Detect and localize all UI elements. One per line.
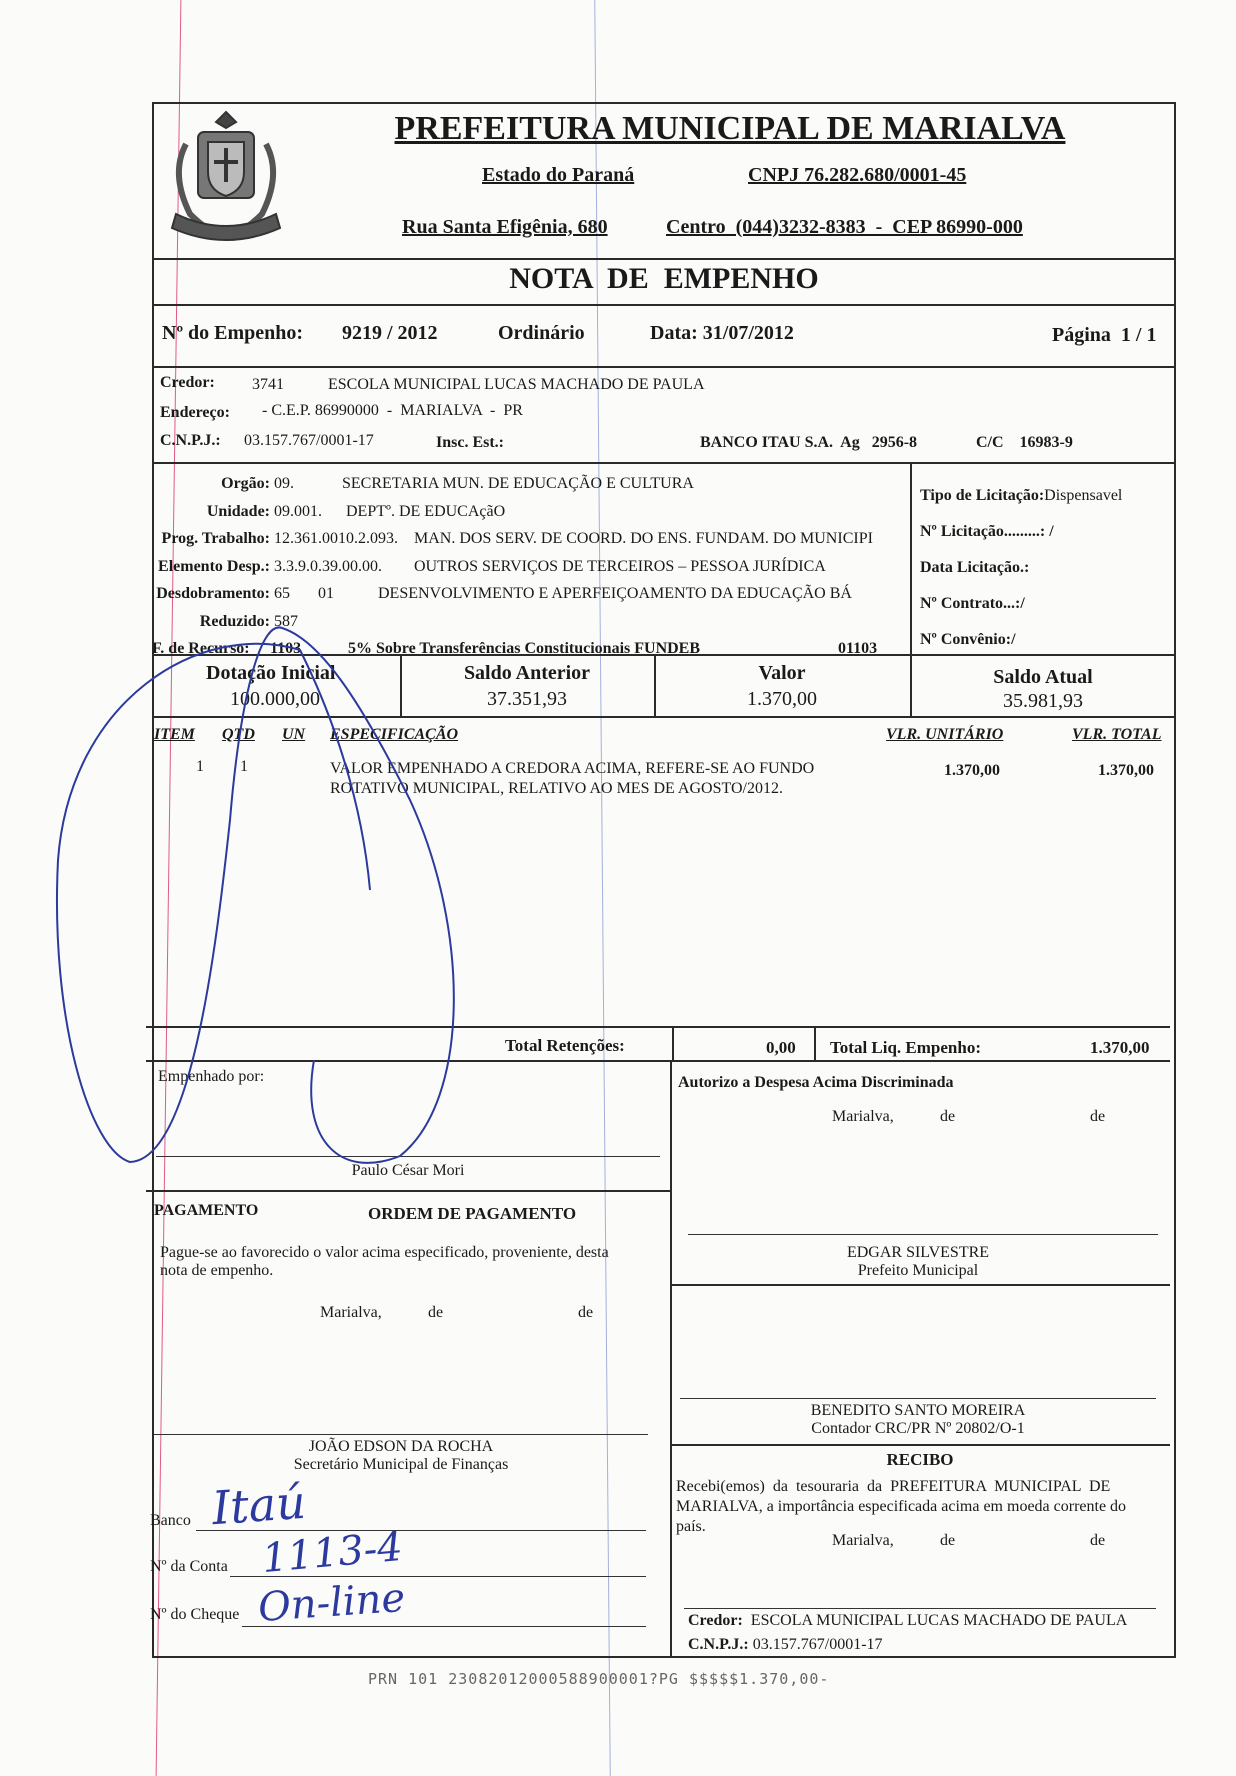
recibo-place: Marialva, (832, 1532, 894, 1549)
header-state: Estado do Paraná (482, 164, 635, 186)
recibo-de2: de (1090, 1532, 1106, 1549)
accountant-title: Contador CRC/PR Nº 20802/O-1 (811, 1420, 1025, 1437)
unidade-code: 09.001. (274, 502, 322, 520)
recurso: 5% Sobre Transferências Constitucionais FUNDEB (348, 640, 701, 657)
recibo-text3: país. (676, 1518, 706, 1535)
saldo-anterior-value: 37.351,93 (487, 688, 567, 710)
recibo-title: RECIBO (886, 1450, 954, 1469)
numero-contrato: Nº Contrato...:/ (920, 595, 1025, 612)
divider (670, 1284, 1170, 1286)
credor-code: 3741 (252, 376, 284, 393)
licitacao-block (920, 478, 1122, 658)
saldo-atual-value: 35.981,93 (1003, 690, 1083, 712)
recurso-number: 01103 (838, 640, 878, 657)
recibo-cnpj-label: C.N.P.J.: (688, 1636, 749, 1653)
signature-line (156, 1156, 660, 1157)
ordem-pagamento-label: ORDEM DE PAGAMENTO (368, 1204, 577, 1223)
doc-title: NOTA DE EMPENHO (509, 262, 819, 295)
pagamento-text1: Pague-se ao favorecido o valor acima especificado, proveniente, desta (160, 1244, 609, 1261)
credor-cnpj: 03.157.767/0001-17 (244, 432, 374, 449)
credor-account: C/C 16983-9 (976, 434, 1073, 451)
recibo-credor-label: Credor: (688, 1612, 743, 1629)
banco-label: Banco (150, 1512, 191, 1529)
pagamento-place: Marialva, (320, 1304, 382, 1321)
banco-handwritten: Itaú (210, 1474, 308, 1536)
unidade: DEPTº. DE EDUCAçãO (346, 502, 506, 520)
municipal-crest-icon (156, 104, 296, 254)
divider (814, 1026, 816, 1060)
prog-code: 12.361.0010.2.093. (274, 530, 398, 547)
divider (152, 654, 1176, 656)
divider (152, 366, 1176, 368)
reduzido: 587 (274, 612, 298, 630)
orgao: SECRETARIA MUN. DE EDUCAÇÃO E CULTURA (342, 475, 694, 492)
pagamento-de1: de (428, 1304, 444, 1321)
credor-bank: BANCO ITAU S.A. Ag 2956-8 (700, 434, 918, 451)
empenhado-label: Empenhado por: (158, 1068, 265, 1085)
recibo-credor: ESCOLA MUNICIPAL LUCAS MACHADO DE PAULA (750, 1612, 1128, 1629)
recibo-cnpj: 03.157.767/0001-17 (752, 1636, 883, 1653)
total-liquido-value: 1.370,00 (1090, 1038, 1150, 1057)
saldo-anterior-label: Saldo Anterior (463, 662, 591, 684)
recurso-code: 1103 (270, 640, 302, 657)
header-title: PREFEITURA MUNICIPAL DE MARIALVA (394, 110, 1066, 147)
cheque-label: Nº do Cheque (150, 1606, 240, 1623)
unidade-label: Unidade: (206, 502, 270, 520)
signature-line (688, 1234, 1158, 1235)
signature-line (684, 1608, 1156, 1609)
retencoes-label: Total Retenções: (505, 1036, 625, 1055)
item-spec-line1: VALOR EMPENHADO A CREDORA ACIMA, REFERE-SE AO FUNDO (330, 760, 815, 777)
empenhado-name: Paulo César Mori (351, 1162, 465, 1179)
divider (152, 716, 1176, 718)
valor-value: 1.370,00 (747, 688, 817, 710)
accountant-name: BENEDITO SANTO MOREIRA (810, 1402, 1026, 1419)
retencoes-value: 0,00 (766, 1038, 796, 1057)
data-licitacao: Data Licitação.: (920, 559, 1030, 576)
reduzido-label: Reduzido: (199, 612, 270, 630)
col-valor-total: VLR. TOTAL (1072, 726, 1162, 743)
empenho-page: Página 1 / 1 (1052, 324, 1157, 346)
recurso-label: F. de Recurso: (152, 640, 250, 657)
prog: MAN. DOS SERV. DE COORD. DO ENS. FUNDAM. DO MUNICIPI (414, 530, 873, 547)
address-label: Endereço: (160, 404, 230, 421)
numero-licitacao: Nº Licitação.........: / (920, 523, 1054, 540)
autorizo-de1: de (940, 1108, 956, 1125)
credor-address: - C.E.P. 86990000 - MARIALVA - PR (262, 402, 523, 419)
col-item: ITEM (154, 726, 195, 743)
divider (152, 304, 1176, 306)
empenho-number: 9219 / 2012 (342, 322, 438, 344)
divider (146, 1060, 1170, 1062)
empenho-number-label: Nº do Empenho: (162, 322, 304, 344)
orgao-label: Orgão: (221, 475, 270, 492)
credor-label: Credor: (160, 374, 215, 391)
mayor-title: Prefeito Municipal (857, 1262, 979, 1279)
credor-name: ESCOLA MUNICIPAL LUCAS MACHADO DE PAULA (328, 376, 705, 393)
dotacao-label: Dotação Inicial (206, 662, 336, 684)
conta-label: Nº da Conta (150, 1558, 228, 1575)
classification-block (152, 470, 912, 663)
saldo-atual-label: Saldo Atual (993, 666, 1093, 688)
elemento-code: 3.3.9.0.39.00.00. (274, 557, 382, 575)
empenho-type: Ordinário (498, 322, 585, 344)
header-contact: Centro (044)3232-8383 - CEP 86990-000 (666, 216, 1023, 238)
divider (672, 1026, 674, 1060)
header-address: Rua Santa Efigênia, 680 (402, 216, 608, 238)
pagamento-label: PAGAMENTO (154, 1202, 259, 1219)
item-spec-line2: ROTATIVO MUNICIPAL, RELATIVO AO MES DE AGOSTO/2012. (330, 780, 783, 797)
desdobramento-label: Desdobramento: (156, 585, 270, 602)
numero-convenio: Nº Convênio:/ (920, 631, 1016, 648)
total-liquido-label: Total Liq. Empenho: (830, 1038, 981, 1057)
recibo-de1: de (940, 1532, 956, 1549)
prog-label: Prog. Trabalho: (161, 530, 270, 547)
item-total-value: 1.370,00 (1098, 762, 1154, 779)
desdobramento: DESENVOLVIMENTO E APERFEIÇOAMENTO DA EDUCAÇÃO BÁ (378, 585, 852, 602)
col-qtd: QTD (222, 726, 255, 743)
autorizo-label: Autorizo a Despesa Acima Discriminada (678, 1074, 954, 1091)
pagamento-de2: de (578, 1304, 594, 1321)
insc-label: Insc. Est.: (436, 434, 505, 451)
elemento-label: Elemento Desp.: (158, 557, 270, 575)
orgao-code: 09. (274, 475, 294, 492)
desdobramento-code: 65 01 (274, 585, 334, 602)
divider (146, 1026, 1170, 1028)
tipo-licitacao: Dispensavel (1044, 487, 1123, 504)
divider (146, 1190, 670, 1192)
col-valor-unitario: VLR. UNITÁRIO (886, 726, 1004, 743)
signature-line (680, 1398, 1156, 1399)
cnpj-label: C.N.P.J.: (160, 432, 221, 449)
col-especificacao: ESPECIFICAÇÃO (330, 726, 459, 743)
mayor-name: EDGAR SILVESTRE (846, 1244, 990, 1261)
divider (670, 1444, 1170, 1446)
item-unit-value: 1.370,00 (944, 762, 1000, 779)
autorizo-place: Marialva, (832, 1108, 894, 1125)
recibo-text1: Recebi(emos) da tesouraria da PREFEITURA MUNICIPAL DE (676, 1478, 1111, 1495)
signature-line (154, 1434, 648, 1435)
divider (152, 462, 1176, 464)
machine-code: PRN 101 23082012000588900001?PG $$$$$1.370,00- (368, 1670, 830, 1688)
valor-label: Valor (758, 662, 806, 684)
col-un: UN (282, 726, 306, 743)
dotacao-value: 100.000,00 (230, 688, 320, 710)
divider (152, 258, 1176, 260)
tipo-licitacao-label: Tipo de Licitação: (920, 487, 1045, 504)
pagamento-text2: nota de empenho. (160, 1262, 274, 1279)
divider (670, 1060, 672, 1658)
recibo-text2: MARIALVA, a importância especificada acima em moeda corrente do (676, 1498, 1127, 1515)
secretary-name: JOÃO EDSON DA ROCHA (308, 1438, 494, 1455)
item-qtd: 1 (240, 758, 248, 775)
cheque-handwritten: On-line (256, 1574, 407, 1632)
autorizo-de2: de (1090, 1108, 1106, 1125)
header-cnpj: CNPJ 76.282.680/0001-45 (748, 164, 967, 186)
elemento: OUTROS SERVIÇOS DE TERCEIROS – PESSOA JURÍDICA (414, 557, 826, 575)
secretary-title: Secretário Municipal de Finanças (293, 1456, 509, 1473)
conta-handwritten: 1113-4 (260, 1523, 405, 1583)
empenho-date: Data: 31/07/2012 (650, 322, 794, 344)
item-number: 1 (196, 758, 204, 775)
